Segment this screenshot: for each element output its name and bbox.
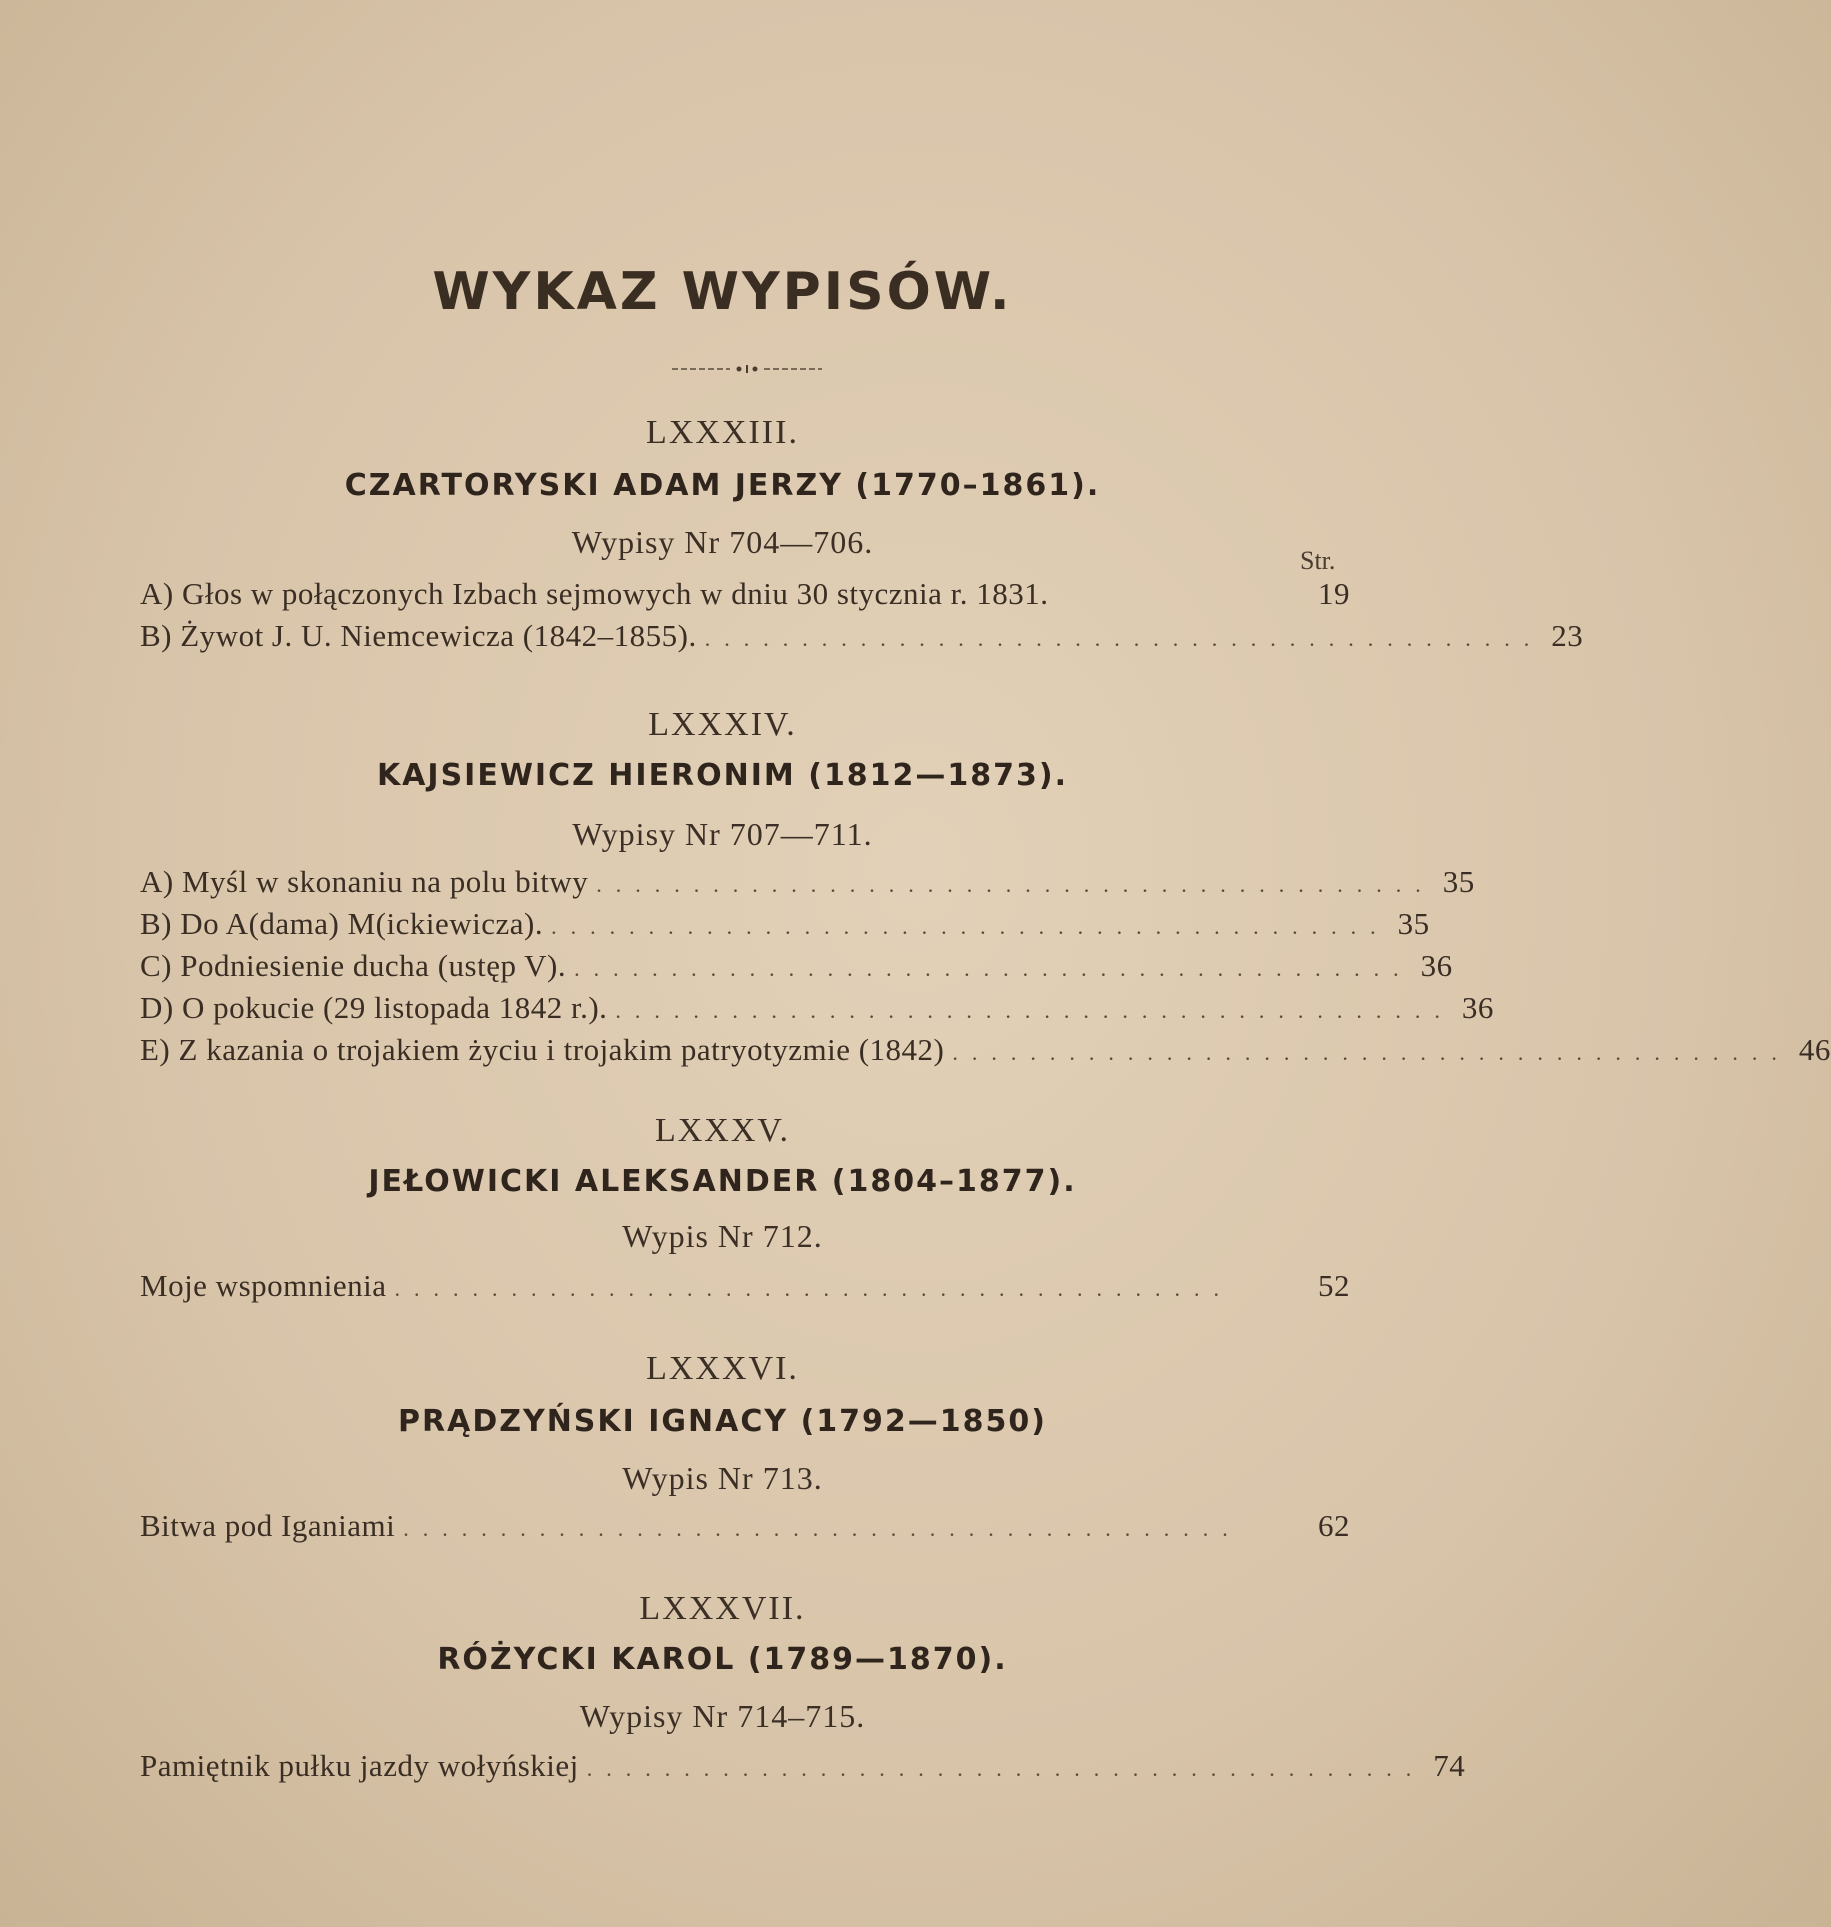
dot-leader: ........................................... bbox=[596, 872, 1435, 897]
toc-entry bbox=[140, 618, 1584, 658]
section-number: LXXXVI. bbox=[646, 1350, 799, 1387]
dot-leader: ........................................... bbox=[586, 1756, 1426, 1781]
entry-title: B) Do A(dama) M(ickiewicza). bbox=[140, 906, 544, 941]
entry-page: 35 bbox=[1442, 864, 1475, 899]
entry-page: 19 bbox=[1318, 576, 1350, 611]
section-extracts: Wypisy Nr 707—711. bbox=[572, 816, 873, 852]
section-author: KAJSIEWICZ HIERONIM (1812—1873). bbox=[376, 758, 1069, 793]
dot-leader: ........................................... bbox=[403, 1516, 1242, 1541]
toc-entry bbox=[140, 1748, 1466, 1788]
entry-title: E) Z kazania o trojakiem życiu i trojakim patryotyzmie (1842) bbox=[140, 1032, 945, 1067]
entry-page: 46 bbox=[1798, 1032, 1831, 1067]
dot-leader: ........................................... bbox=[574, 956, 1413, 981]
entry-title: A) Myśl w skonaniu na polu bitwy bbox=[140, 864, 589, 899]
page-title: WYKAZ WYPISÓW. bbox=[432, 262, 1013, 322]
toc-entry bbox=[140, 948, 1453, 988]
entry-title: D) O pokucie (29 listopada 1842 r.). bbox=[140, 990, 608, 1025]
entry-page: 36 bbox=[1420, 948, 1453, 983]
toc-entry bbox=[140, 990, 1494, 1030]
dot-leader: ........................................... bbox=[394, 1276, 1233, 1301]
section-number: LXXXIV. bbox=[648, 706, 797, 743]
entry-page: 36 bbox=[1461, 990, 1494, 1025]
entry-page: 35 bbox=[1397, 906, 1430, 941]
toc-entry bbox=[140, 1508, 1350, 1548]
dot-leader: ........................................... bbox=[952, 1040, 1791, 1065]
section-number: LXXXIII. bbox=[646, 414, 799, 451]
section-author: CZARTORYSKI ADAM JERZY (1770–1861). bbox=[344, 468, 1101, 503]
entry-title: Pamiętnik pułku jazdy wołyńskiej bbox=[140, 1748, 579, 1783]
dot-leader: ........................................... bbox=[704, 626, 1544, 651]
toc-entry bbox=[140, 1268, 1350, 1308]
section-extracts: Wypis Nr 712. bbox=[622, 1218, 823, 1254]
ornament-divider bbox=[672, 364, 822, 374]
entry-title: A) Głos w połączonych Izbach sejmowych w dniu 30 stycznia r. 1831. bbox=[140, 576, 1049, 611]
entry-title: C) Podniesienie ducha (ustęp V). bbox=[140, 948, 567, 983]
entry-title: B) Żywot J. U. Niemcewicza (1842–1855). bbox=[140, 618, 697, 653]
section-extracts: Wypisy Nr 704—706. bbox=[571, 524, 874, 560]
dot-leader: ........................................... bbox=[615, 998, 1454, 1023]
dot-leader: ........................................... bbox=[551, 914, 1390, 939]
entry-page: 74 bbox=[1433, 1748, 1466, 1783]
entry-title: Moje wspomnienia bbox=[140, 1268, 387, 1303]
entry-title: Bitwa pod Iganiami bbox=[140, 1508, 396, 1543]
entry-page: 62 bbox=[1318, 1508, 1350, 1543]
section-extracts: Wypis Nr 713. bbox=[622, 1460, 823, 1496]
section-number: LXXXVII. bbox=[639, 1590, 806, 1627]
toc-entry bbox=[140, 864, 1475, 904]
entry-page: 52 bbox=[1318, 1268, 1350, 1303]
section-author: PRĄDZYŃSKI IGNACY (1792—1850) bbox=[398, 1404, 1047, 1439]
section-author: RÓŻYCKI KAROL (1789—1870). bbox=[437, 1642, 1008, 1677]
section-author: JEŁOWICKI ALEKSANDER (1804–1877). bbox=[368, 1164, 1077, 1199]
toc-entry bbox=[140, 1032, 1831, 1072]
toc-entry bbox=[140, 906, 1430, 946]
toc-entry bbox=[140, 576, 1350, 616]
section-extracts: Wypisy Nr 714–715. bbox=[579, 1698, 866, 1734]
entry-page: 23 bbox=[1551, 618, 1584, 653]
section-number: LXXXV. bbox=[654, 1112, 791, 1149]
page-column-label: Str. bbox=[1300, 546, 1336, 575]
